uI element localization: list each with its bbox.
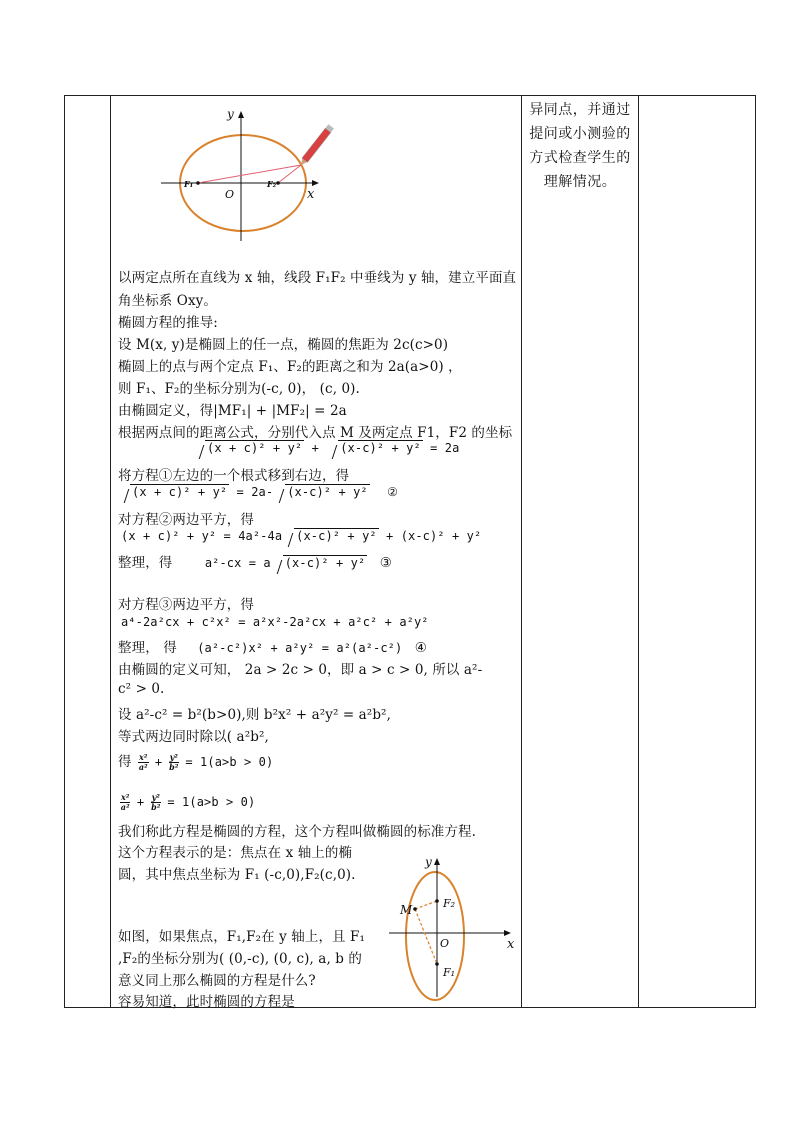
text-line: 意义同上那么椭圆的方程是什么? (118, 973, 316, 989)
fraction-y: $\frac{\text{y²}}{\text{b²}}$ (151, 792, 161, 812)
focus-point-1 (435, 962, 439, 966)
x-axis-arrow (312, 180, 319, 186)
fig1-x-label: x (307, 187, 315, 202)
fig2-f2-label: F₂ (443, 897, 456, 910)
text-line: 对方程②两边平方，得 (118, 512, 254, 528)
focal-line-1 (415, 901, 437, 909)
eq6-body: (a²-c²)x² + a²y² = a²(a²-c²) (197, 641, 403, 655)
eq4-tag: ③ (379, 555, 392, 571)
standard-equation-line-2 (118, 793, 255, 812)
fraction-x: $\frac{\text{x²}}{\text{a²}}$ (120, 792, 130, 812)
eq4-lhs: a²-cx = a (204, 556, 271, 570)
eq1-radicand-1: (x + c)² + y² (207, 441, 303, 455)
text-line: 我们称此方程是椭圆的方程，这个方程叫做椭圆的标准方程. (118, 824, 476, 840)
ellipse-figure-vertical (383, 852, 518, 1002)
y-axis-arrow (238, 111, 244, 118)
text-line: 等式两边同时除以( a²b², (118, 729, 269, 745)
text-line: 则 F₁、F₂的坐标分别为(-c, 0)， (c, 0). (118, 381, 360, 397)
eq8-plus: + (136, 795, 145, 809)
col-content (111, 96, 522, 1008)
eq6-prefix: 整理， 得 (118, 640, 177, 656)
eq4-radicand: (x-c)² + y² (284, 556, 366, 570)
col-stage (65, 96, 111, 1008)
text-line: 这个方程表示的是：焦点在 x 轴上的椭 (118, 845, 353, 861)
text-line: 将方程①左边的一个根式移到右边，得 (118, 468, 350, 484)
equation-5: a⁴-2a²cx + c²x² = a²x²-2a²cx + a²c² + a²y² (121, 615, 429, 629)
eq7-rhs: = 1(a>b > 0) (185, 755, 274, 769)
equation-1 (193, 441, 459, 455)
text-line: 对方程③两边平方，得 (118, 597, 254, 613)
pencil-icon (298, 124, 334, 167)
fig1-f2-label: F₂ (267, 179, 277, 189)
ellipse-figure-horizontal (161, 106, 361, 246)
fraction-y: $\frac{\text{y²}}{\text{b²}}$ (169, 752, 179, 772)
eq7-plus: + (154, 755, 163, 769)
focal-line-2 (278, 165, 301, 183)
eq3-lhs: (x + c)² + y² = 4a²-4a (121, 529, 283, 543)
text-line: 椭圆上的点与两个定点 F₁、F₂的距离之和为 2a(a>0) ， (118, 359, 462, 375)
ellipse-curve-vertical (406, 872, 464, 1000)
fig2-m-label: M (400, 903, 413, 917)
col-remarks (639, 96, 756, 1008)
eq1-radicand-2: (x-c)² + y² (340, 441, 421, 455)
equation-4-line (118, 551, 392, 571)
fig2-origin-label: O (440, 937, 450, 950)
text-line: ,F₂的坐标分别为( (0,-c), (0, c), a, b 的 (118, 951, 362, 967)
text-line: c² > 0. (118, 681, 165, 697)
eq1-rhs: = 2a (422, 441, 460, 455)
focus-point-2 (435, 899, 439, 903)
focal-line-1 (198, 165, 301, 183)
text-line: 以两定点所在直线为 x 轴，线段 F₁F₂ 中垂线为 y 轴，建立平面直 (118, 270, 517, 286)
eq1-plus: + (311, 441, 319, 455)
text-line: 由椭圆的定义可知， 2a > 2c > 0，即 a > c > 0, 所以 a²- (118, 662, 483, 678)
y-axis-arrow (434, 858, 440, 865)
eq6-tag: ④ (414, 640, 427, 656)
focus-point-1 (196, 181, 200, 185)
eq2-mid: = 2a- (229, 485, 274, 499)
text-line: 椭圆方程的推导: (118, 315, 218, 331)
fig2-x-label: x (507, 937, 515, 952)
text-line: 根据两点间的距离公式，分别代入点 M 及两定点 F1，F2 的坐标 (118, 425, 513, 441)
lesson-table (64, 95, 756, 1008)
eq4-prefix: 整理，得 (118, 555, 173, 571)
eq2-radicand-2: (x-c)² + y² (287, 485, 368, 499)
fig2-y-label: y (425, 855, 432, 869)
text-line: 容易知道，此时椭圆的方程是 (118, 994, 295, 1010)
col-teacher-notes (522, 96, 639, 1008)
eq7-prefix: 得 (118, 754, 132, 770)
text-line: 设 a²-c² = b²(b>0),则 b²x² + a²y² = a²b², (118, 707, 391, 723)
text-line: 设 M(x, y)是椭圆上的任一点，椭圆的焦距为 2c(c>0) (118, 337, 449, 353)
text-line: 圆，其中焦点坐标为 F₁ (-c,0),F₂(c,0). (118, 867, 356, 883)
eq3-radicand: (x-c)² + y² (296, 529, 377, 543)
eq8-rhs: = 1(a>b > 0) (167, 795, 256, 809)
focal-line-2 (415, 909, 437, 964)
x-axis-arrow (504, 930, 511, 936)
teacher-note-text: 异同点，并通过提问或小测验的方式检查学生的理解情况。 (529, 102, 631, 190)
point-m (413, 907, 417, 911)
fig2-f1-label: F₁ (443, 966, 456, 979)
text-line: 如图，如果焦点，F₁,F₂在 y 轴上，且 F₁ (118, 929, 366, 945)
text-line: 由椭圆定义，得|MF₁| + |MF₂| = 2a (118, 403, 347, 419)
equation-2 (118, 485, 398, 499)
standard-equation-line-1 (118, 750, 273, 772)
equation-3 (121, 529, 481, 543)
fig1-origin-label: O (225, 188, 235, 201)
eq2-radicand-1: (x + c)² + y² (132, 485, 228, 499)
fig1-f1-label: F₁ (184, 179, 194, 189)
eq2-tag: ② (387, 485, 398, 499)
text-line: 角坐标系 Oxy。 (118, 293, 217, 309)
equation-6-line (118, 636, 427, 656)
focus-point-2 (276, 181, 280, 185)
fraction-x: $\frac{\text{x²}}{\text{a²}}$ (138, 752, 148, 772)
fig1-y-label: y (227, 107, 234, 121)
eq3-rhs: + (x-c)² + y² (378, 529, 482, 543)
